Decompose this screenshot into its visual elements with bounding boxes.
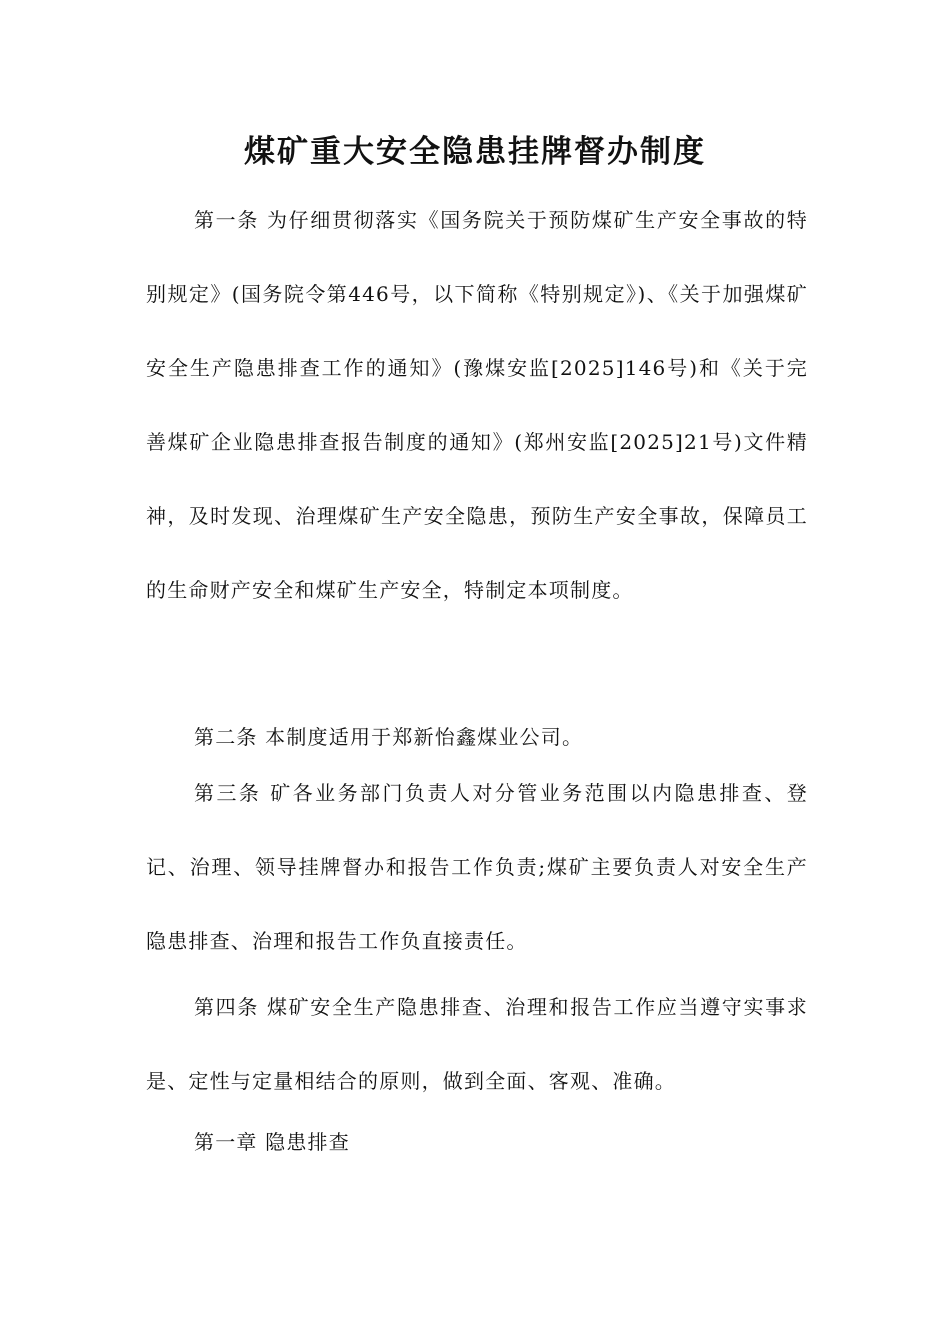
article-4-paragraph: 第四条 煤矿安全生产隐患排查、治理和报告工作应当遵守实事求是、定性与定量相结合的原则，做到全面、客观、准确。 bbox=[146, 995, 808, 1093]
document-title: 煤矿重大安全隐患挂牌督办制度 bbox=[244, 134, 706, 170]
chapter-1-heading: 第一章 隐患排查 bbox=[194, 1130, 350, 1154]
article-1-paragraph: 第一条 为仔细贯彻落实《国务院关于预防煤矿生产安全事故的特别规定》(国务院令第446号，以下简称《特别规定》)、《关于加强煤矿安全生产隐患排查工作的通知》(豫煤安监[2025]146号)和《关于完善煤矿企业隐患排查报告制度的通知》(郑州安监[2025]21号)文件精神，及时发现、治理煤矿生产安全隐患，预防生产安全事故，保障员工的生命财产安全和煤矿生产安全，特制定本项制度。 bbox=[146, 208, 808, 602]
article-2-paragraph: 第二条 本制度适用于郑新怡鑫煤业公司。 bbox=[194, 725, 584, 749]
article-3-paragraph: 第三条 矿各业务部门负责人对分管业务范围以内隐患排查、登记、治理、领导挂牌督办和报告工作负责;煤矿主要负责人对安全生产隐患排查、治理和报告工作负直接责任。 bbox=[146, 781, 808, 953]
